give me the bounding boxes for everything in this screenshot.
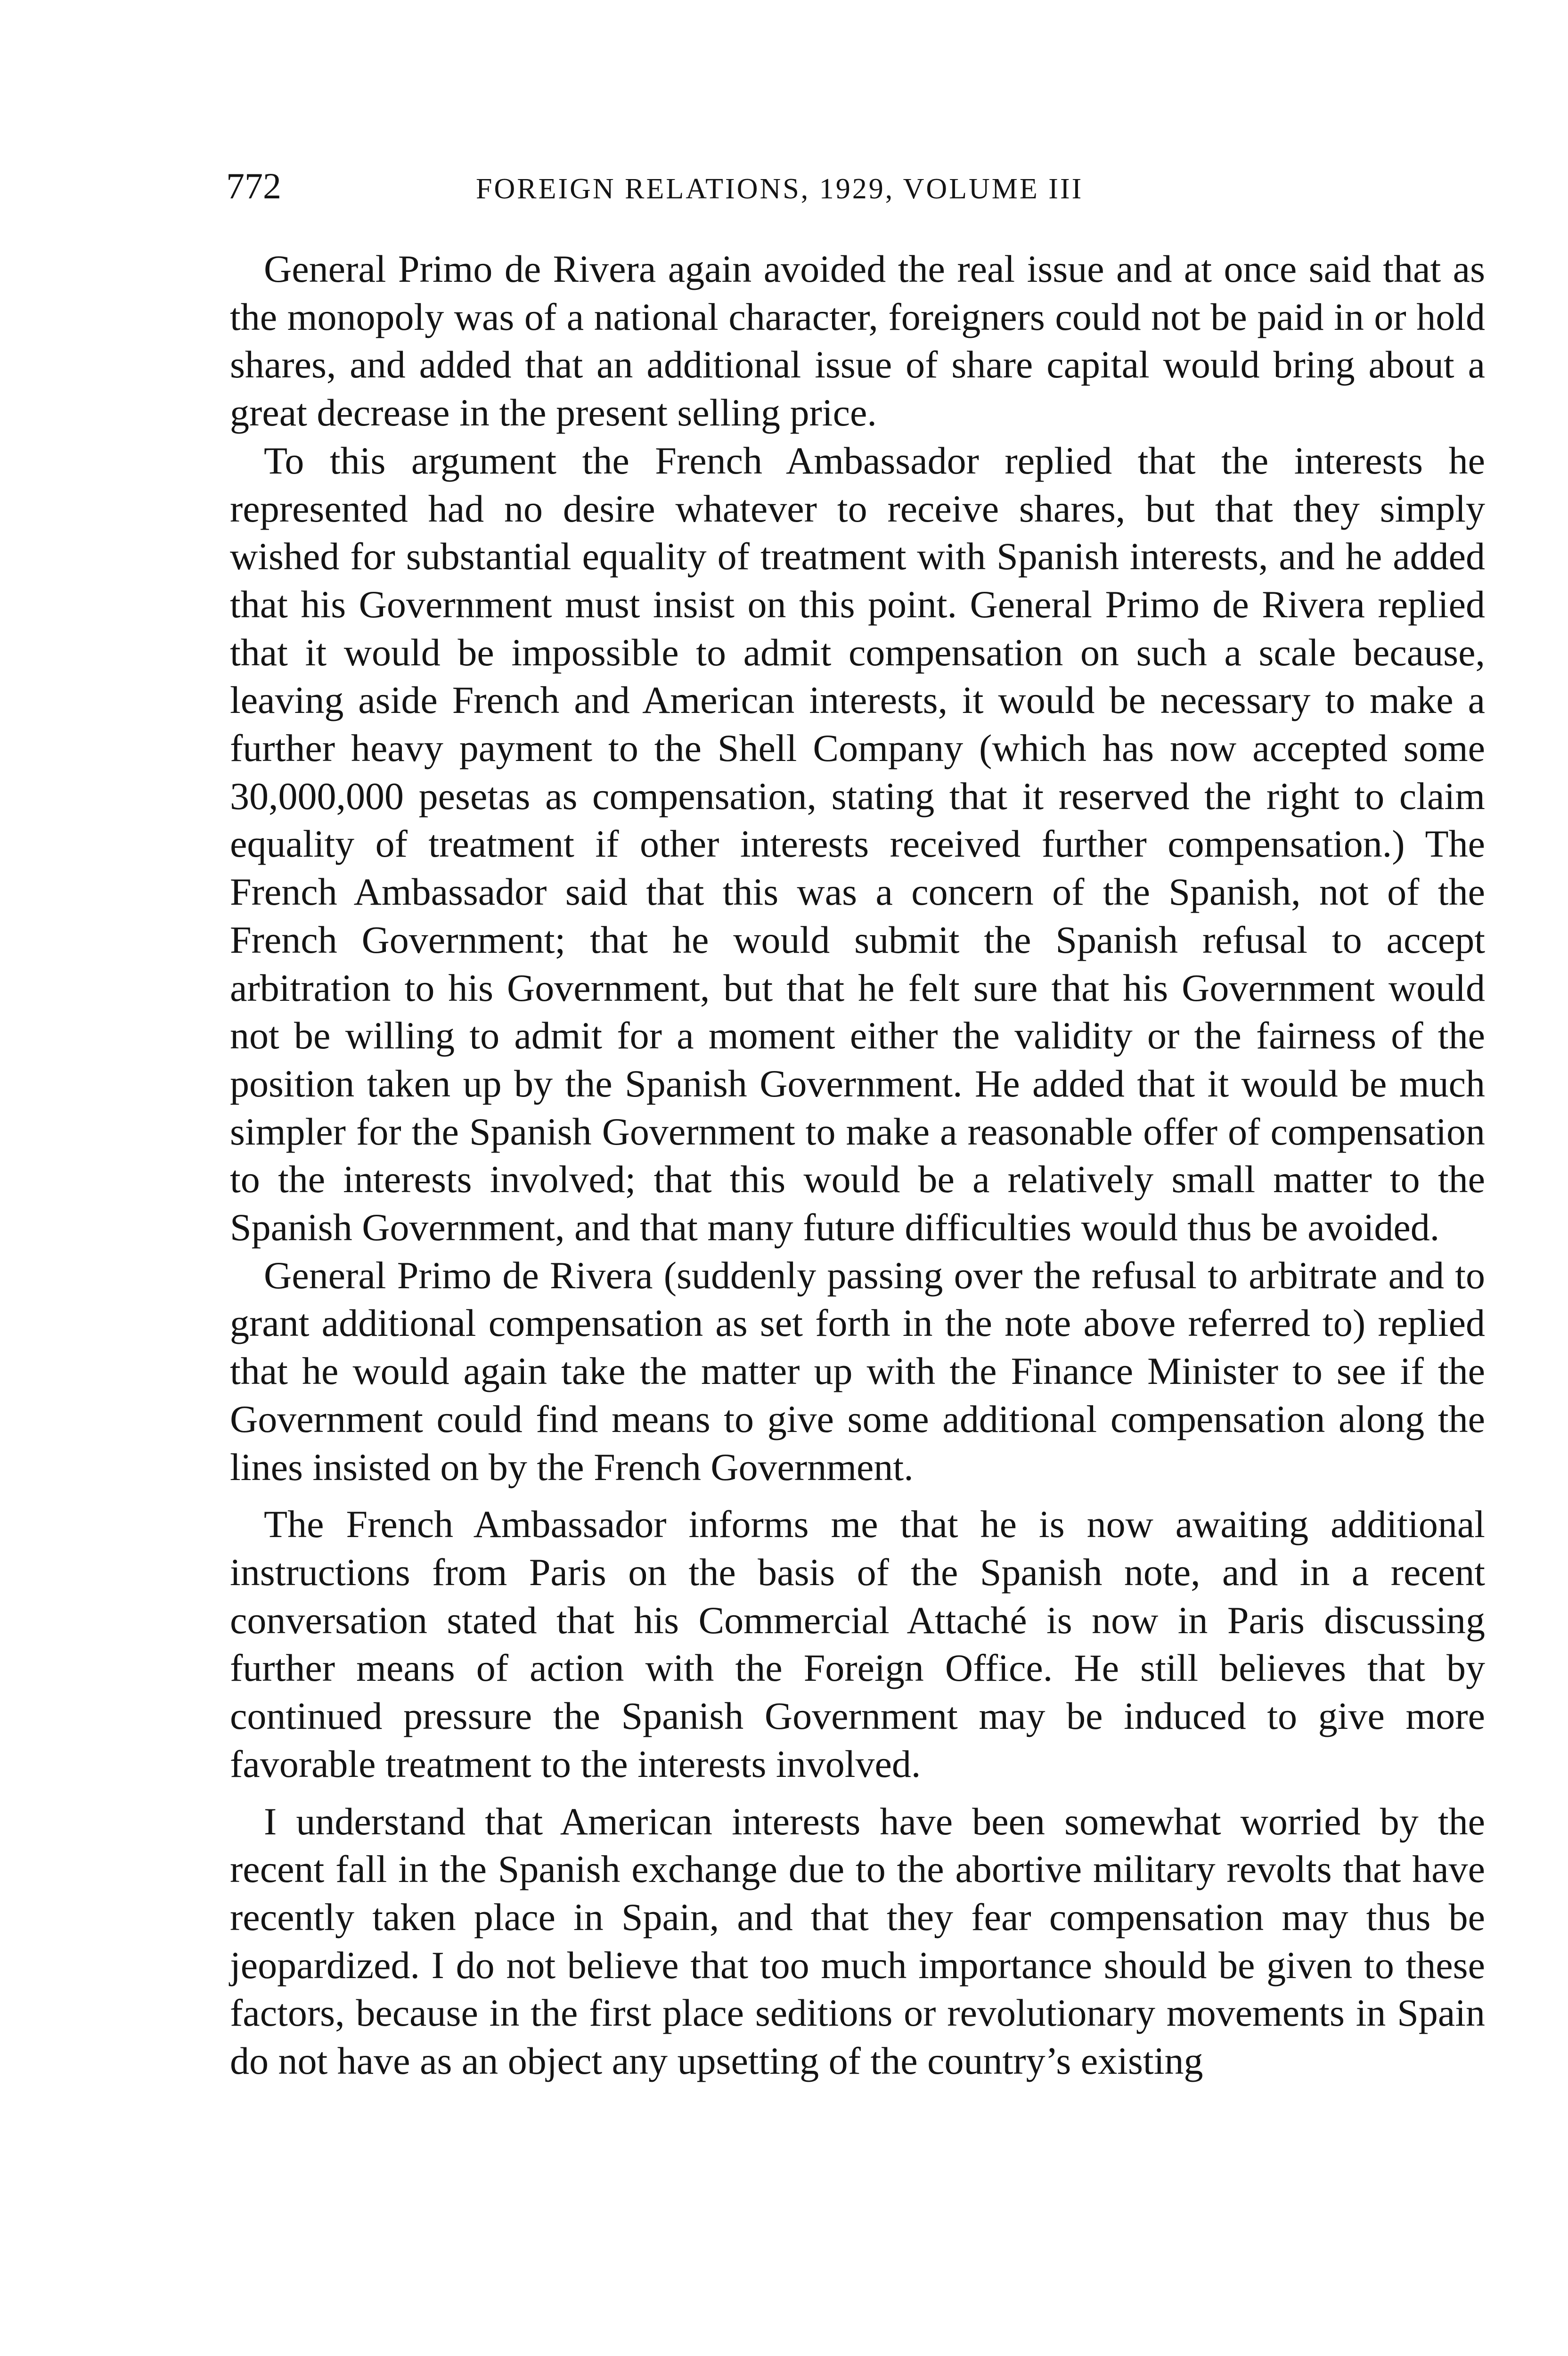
paragraph: General Primo de Rivera again avoided the real issue and at once said that as the monopoly was of a national character, foreigners could not be paid in or hold shares, and added that an additional issue of share capital would bring about a great decrease in the present selling price.	[230, 247, 1485, 434]
paragraph: To this argument the French Ambassador replied that the interests he represented had no desire whatever to receive shares, but that they simply wished for substantial equality of treatment with Spanish interests, and he added that his Government must insist on this point. General Primo de Rivera replied that it would be impossible to admit compensation on such a scale because, leaving aside French and American interests, it would be necessary to make a further heavy payment to the Shell Company (which has now accepted some 30,000,000 pesetas as compensation, stating that it reserved the right to claim equality of treatment if other interests received further compensation.) The French Ambassador said that this was a concern of the Spanish, not of the French Government; that he would submit the Spanish refusal to accept arbitration to his Government, but that he felt sure that his Government would not be willing to admit for a moment either the validity or the fairness of the position taken up by the Spanish Government. He added that it would be much simpler for the Spanish Government to make a reasonable offer of compensation to the interests involved; that this would be a relatively small matter to the Spanish Government, and that many future difficulties would thus be avoided.	[230, 439, 1485, 1249]
page-number: 772	[226, 165, 281, 206]
running-head	[226, 160, 1484, 212]
paragraph: The French Ambassador informs me that he is now awaiting additional instructions from Paris on the basis of the Spanish note, and in a recent conversation stated that his Commercial Attaché is now in Paris discussing further means of action with the Foreign Office. He still believes that by continued pressure the Spanish Government may be induced to give more favorable treatment to the interests involved.	[230, 1503, 1485, 1785]
running-head-title: FOREIGN RELATIONS, 1929, VOLUME III	[476, 173, 1084, 205]
paragraph: General Primo de Rivera (suddenly passing over the refusal to arbitrate and to grant additional compensation as set forth in the note above referred to) replied that he would again take the matter up with the Finance Minister to see if the Government could find means to give some additional compensation along the lines insisted on by the French Government.	[230, 1253, 1485, 1489]
paragraph: I understand that American interests have been somewhat worried by the recent fall in the Spanish exchange due to the abortive military revolts that have recently taken place in Spain, and that they fear compensation may thus be jeopardized. I do not believe that too much importance should be given to these factors, because in the first place seditions or revolutionary movements in Spain do not have as an object any upsetting of the country’s existing	[230, 1800, 1485, 2083]
body-text	[230, 245, 1485, 2085]
